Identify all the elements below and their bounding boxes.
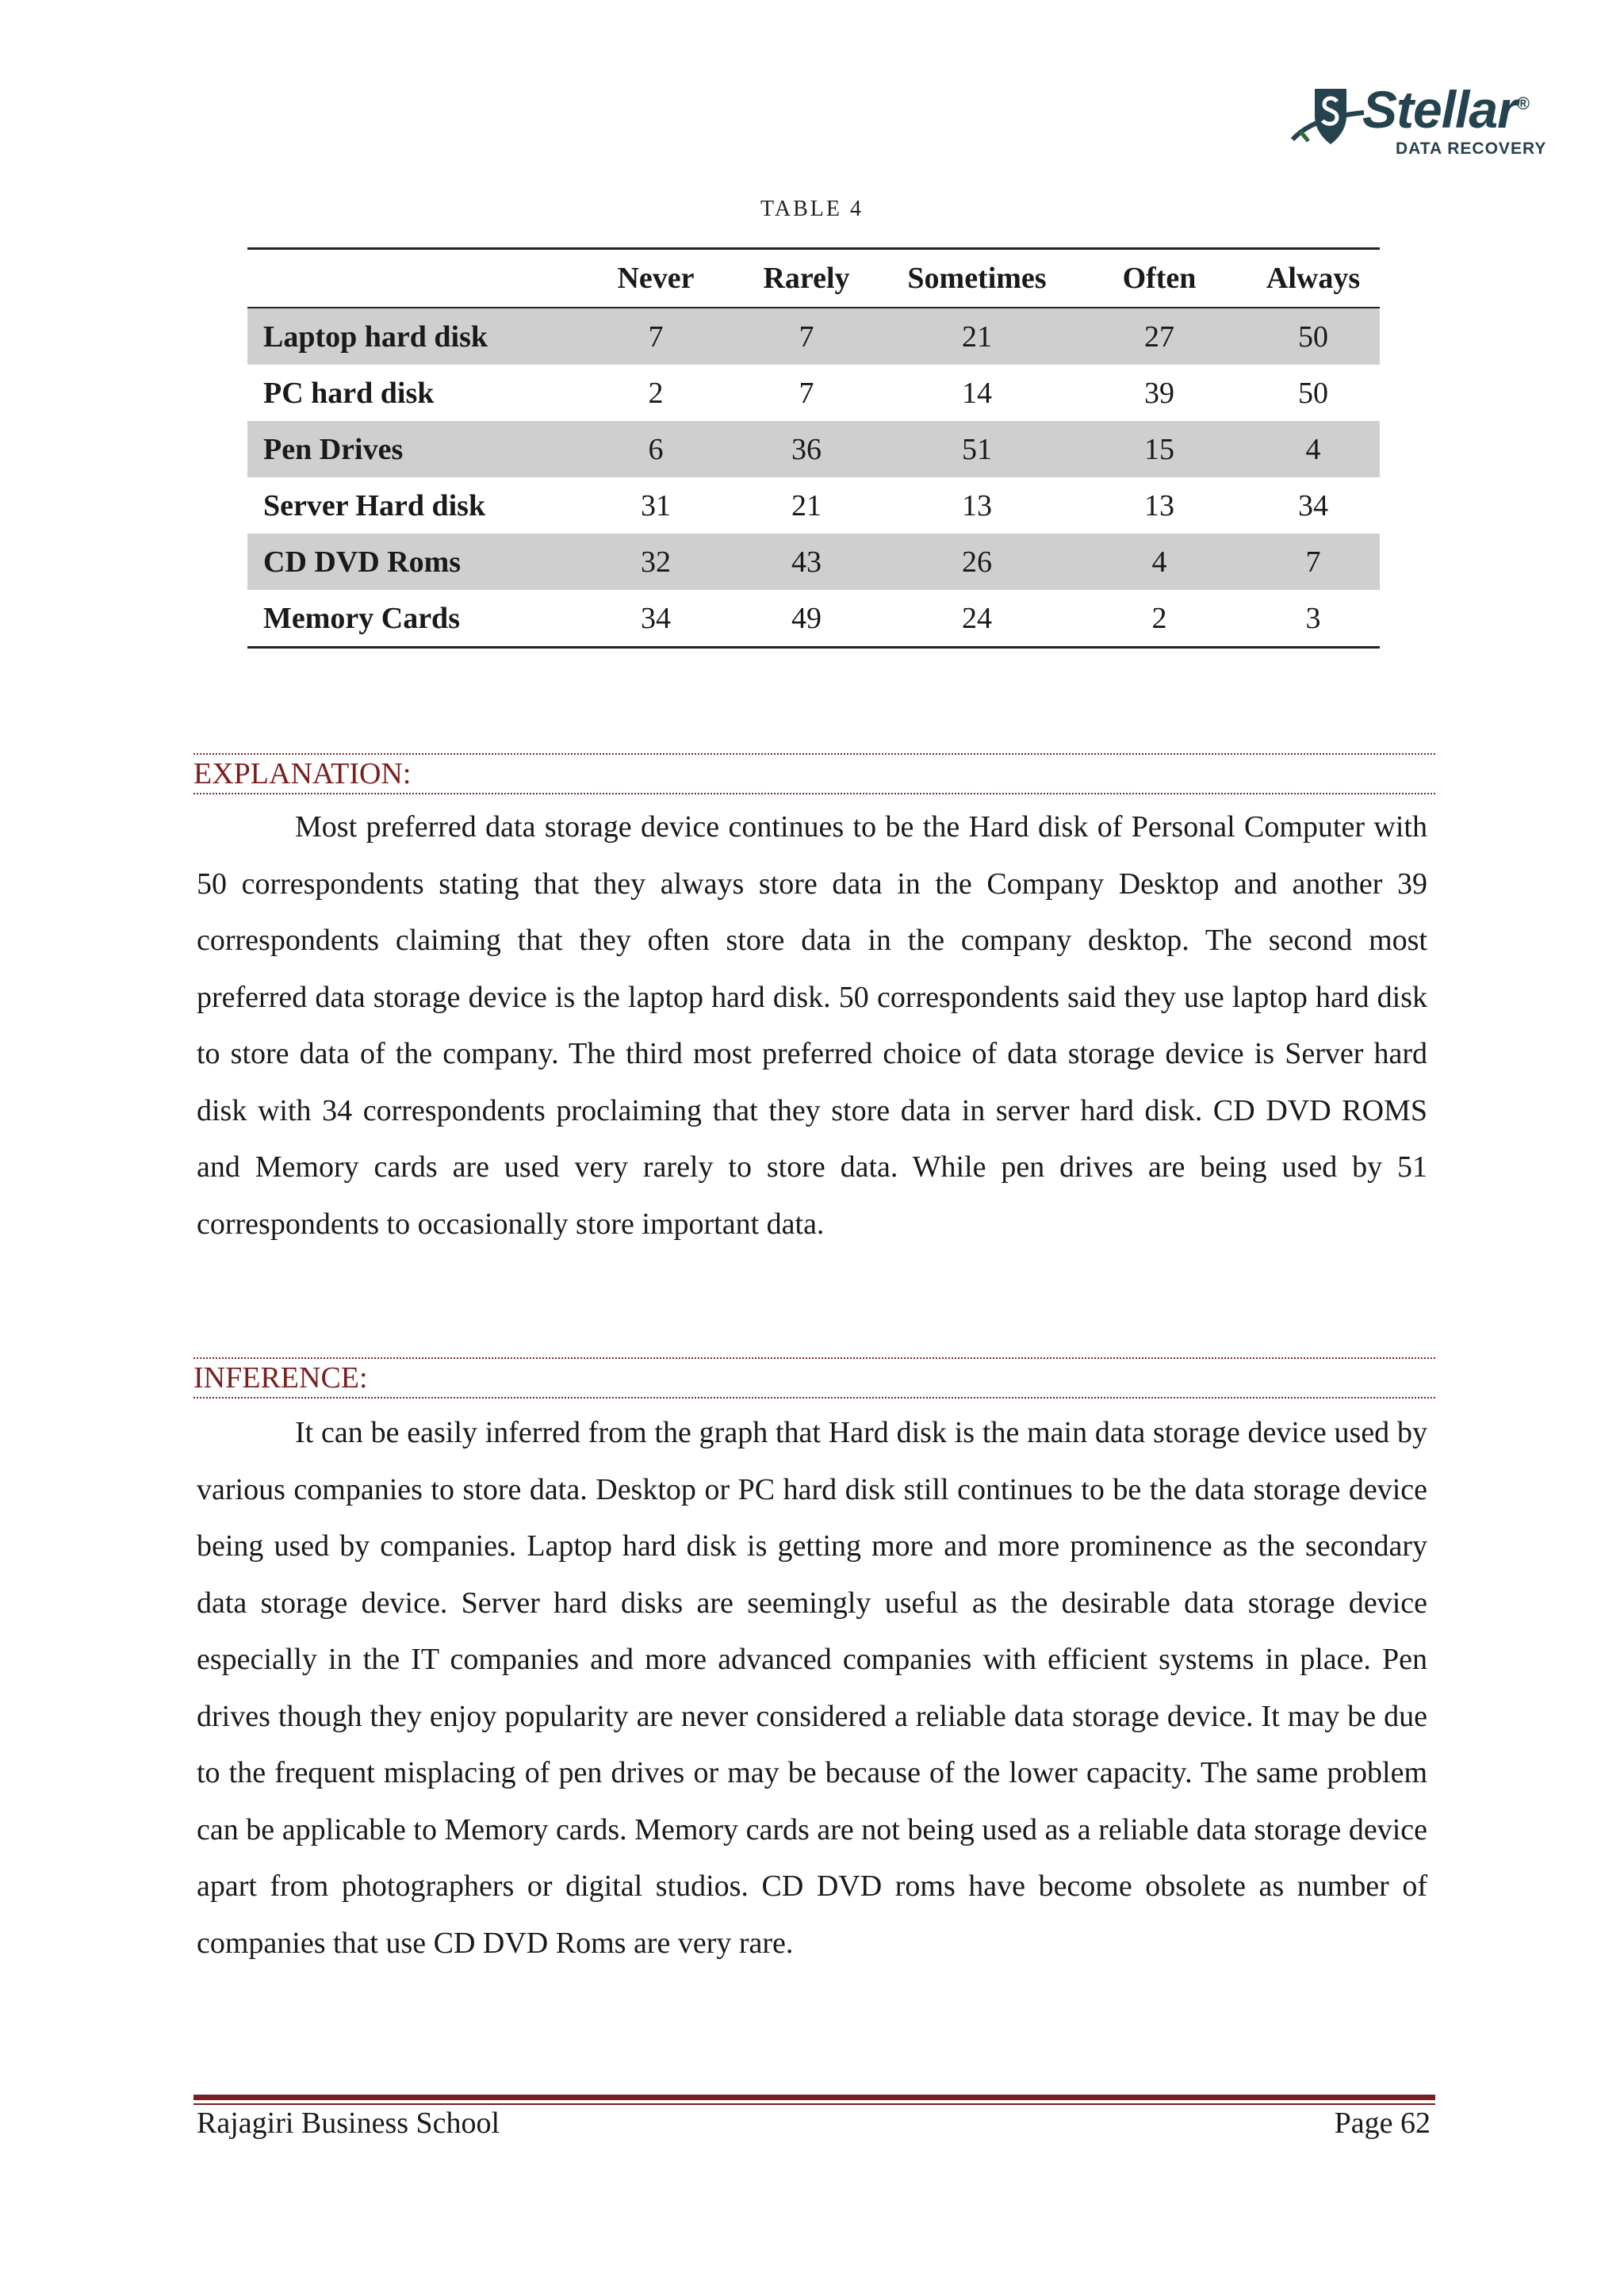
table-cell: 43 — [731, 534, 882, 590]
header-blank — [247, 249, 580, 308]
shield-logo-icon — [1291, 84, 1367, 155]
table-cell: 32 — [580, 534, 731, 590]
row-label: CD DVD Roms — [247, 534, 580, 590]
footer-page-number: Page 62 — [1334, 2107, 1431, 2140]
table-cell: 7 — [799, 376, 814, 410]
footer-rule-thick — [193, 2095, 1435, 2100]
table-cell: 2 — [1072, 590, 1247, 648]
header-rarely: Rarely — [731, 249, 882, 308]
stellar-logo — [1291, 70, 1545, 165]
table-cell: 7 — [1247, 534, 1380, 590]
table-row — [247, 590, 1380, 648]
table-cell: 31 — [641, 488, 671, 522]
row-label: Pen Drives — [247, 421, 580, 477]
explanation-heading: EXPLANATION: — [193, 753, 1435, 794]
row-label: PC hard disk — [263, 376, 435, 410]
table-cell: 2 — [648, 376, 664, 410]
row-label: Memory Cards — [247, 590, 580, 648]
table-cell: 34 — [580, 590, 731, 648]
logo-subtitle: DATA RECOVERY — [1396, 140, 1547, 158]
table-row — [247, 365, 1380, 421]
header-never: Never — [580, 249, 731, 308]
table-cell: 7 — [580, 308, 731, 365]
table-header-row — [247, 249, 1380, 308]
table-cell: 26 — [882, 534, 1072, 590]
table-cell: 14 — [962, 376, 992, 410]
table-row — [247, 477, 1380, 534]
footer-rule — [193, 2095, 1435, 2105]
explanation-paragraph: Most preferred data storage device continues to be the Hard disk of Personal Computer with 50 correspondents stating that they always store data in the Company Desktop and another 39 correspondents claiming that they often store data in the company desktop. The second most preferred data storage device is the laptop hard disk. 50 correspondents said they use laptop hard disk to store data of the company. The third most preferred choice of data storage device is Server hard disk with 34 correspondents proclaiming that they store data in server hard disk. CD DVD ROMS and Memory cards are used very rarely to store data. While pen drives are being used by 51 correspondents to occasionally store important data. — [197, 810, 1427, 1241]
table-cell: 21 — [882, 308, 1072, 365]
table-cell: 49 — [731, 590, 882, 648]
table-cell: 50 — [1298, 376, 1328, 410]
table-row — [247, 421, 1380, 477]
footer-rule-thin — [193, 2103, 1435, 2105]
table-row — [247, 534, 1380, 590]
table-cell: 34 — [1298, 488, 1328, 522]
table-cell: 4 — [1247, 421, 1380, 477]
table-cell: 21 — [791, 488, 822, 522]
row-label: Laptop hard disk — [247, 308, 580, 365]
table-cell: 50 — [1247, 308, 1380, 365]
footer-school-name: Rajagiri Business School — [197, 2107, 500, 2140]
header-sometimes: Sometimes — [882, 249, 1072, 308]
logo-wordmark: Stellar® — [1362, 80, 1529, 139]
table-cell: 13 — [1144, 488, 1174, 522]
inference-paragraph: It can be easily inferred from the graph that Hard disk is the main data storage device used by various companies to store data. Desktop or PC hard disk still continues to be the data storage device being used by companies. Laptop hard disk is getting more and more prominence as the secondary data storage device. Server hard disks are seemingly useful as the desirable data storage device especially in the IT companies and more advanced companies with efficient systems in place. Pen drives though they enjoy popularity are never considered a reliable data storage device. It may be due to the frequent misplacing of pen drives or may be because of the lower capacity. The same problem can be applicable to Memory cards. Memory cards are not being used as a reliable data storage device apart from photographers or digital studios. CD DVD roms have become obsolete as number of companies that use CD DVD Roms are very rare. — [197, 1416, 1427, 1960]
table-cell: 39 — [1144, 376, 1174, 410]
table-cell: 4 — [1072, 534, 1247, 590]
header-often: Often — [1072, 249, 1247, 308]
table-cell: 27 — [1072, 308, 1247, 365]
table-cell: 15 — [1072, 421, 1247, 477]
table-cell: 13 — [962, 488, 992, 522]
header-always: Always — [1247, 249, 1380, 308]
table-row — [247, 308, 1380, 365]
row-label: Server Hard disk — [263, 488, 486, 522]
table-cell: 36 — [731, 421, 882, 477]
table-cell: 3 — [1247, 590, 1380, 648]
table-caption: TABLE 4 — [760, 197, 864, 221]
table-cell: 7 — [731, 308, 882, 365]
table-cell: 51 — [882, 421, 1072, 477]
inference-heading: INFERENCE: — [193, 1357, 1435, 1399]
storage-device-table — [247, 247, 1380, 649]
table-cell: 24 — [882, 590, 1072, 648]
table-cell: 6 — [580, 421, 731, 477]
